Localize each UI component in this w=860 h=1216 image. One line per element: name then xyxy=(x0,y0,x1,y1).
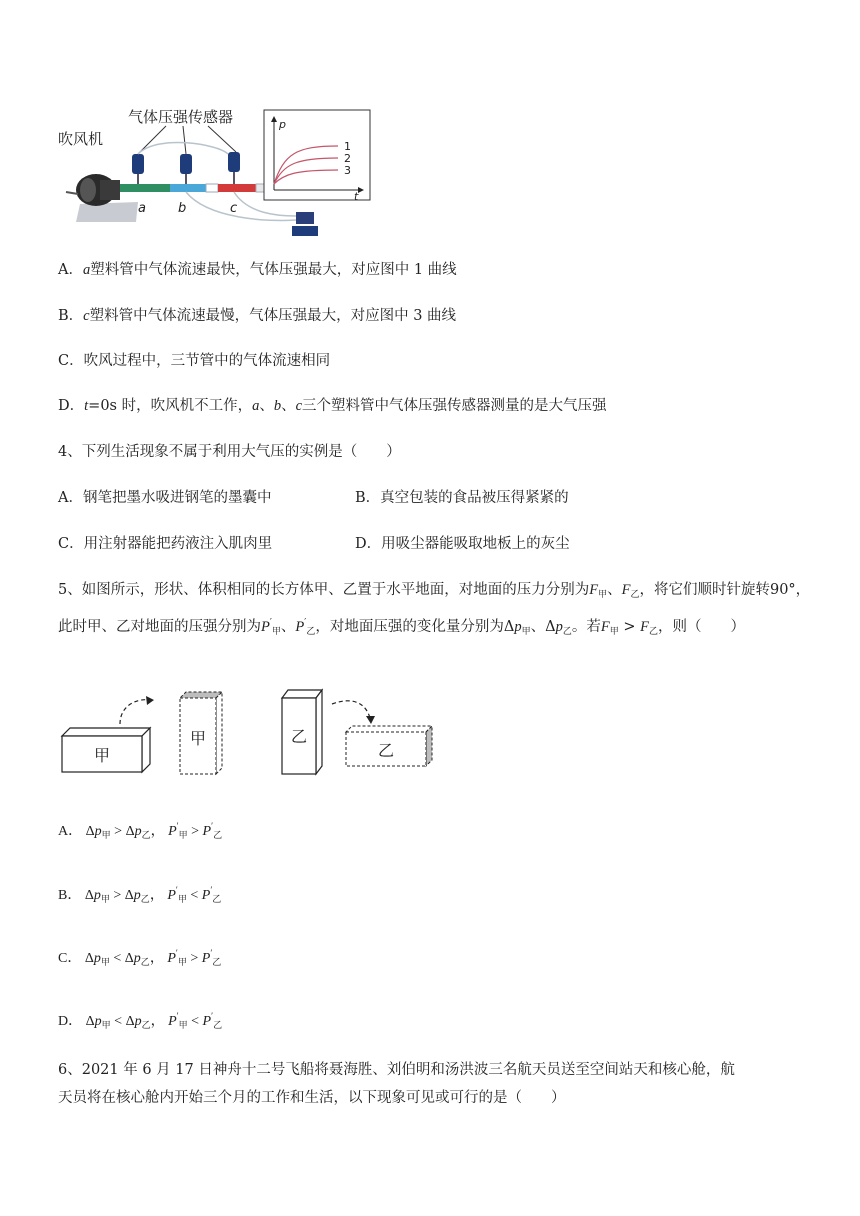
separator: ， xyxy=(149,951,164,966)
q4-stem: 4、下列生活现象不属于利用大气压的实例是（ ） xyxy=(58,444,401,460)
option-letter: A． xyxy=(58,262,83,278)
delta: Δ xyxy=(85,824,95,839)
subscript: 乙 xyxy=(140,957,150,967)
var-p-prime: P xyxy=(202,1014,212,1029)
rotate-arrow-icon xyxy=(120,700,150,724)
stem-text: ，将它们顺时针旋转90°，此时甲、乙对地面的压强分别为 xyxy=(58,582,811,635)
var-p-prime: P xyxy=(167,951,176,966)
subscript: 甲 xyxy=(271,627,281,637)
sensor-label: 气体压强传感器 xyxy=(128,108,234,126)
q4-option-a: A．钢笔把墨水吸进钢笔的墨囊中 xyxy=(58,490,272,506)
subscript: 甲 xyxy=(178,1020,188,1030)
var-p-prime: P xyxy=(261,619,270,635)
q3-option-c xyxy=(58,351,330,371)
delta: Δ xyxy=(125,1014,135,1029)
q5-option-d xyxy=(58,1010,222,1031)
subscript: 乙 xyxy=(140,894,150,904)
q3-option-d xyxy=(58,396,607,416)
tube-label-c: c xyxy=(230,201,238,216)
subscript: 甲 xyxy=(178,830,188,840)
figure-apparatus xyxy=(58,104,378,244)
option-letter: C． xyxy=(58,951,82,966)
var-p: p xyxy=(514,619,522,635)
stem-text: ，对地面压强的变化量分别为Δ xyxy=(315,619,515,635)
var-p-prime: P xyxy=(295,619,305,635)
blower-base xyxy=(76,202,138,222)
subscript: 乙 xyxy=(141,1020,151,1030)
subscript: 乙 xyxy=(562,627,572,637)
option-letter: A． xyxy=(58,824,83,839)
var-p: p xyxy=(555,619,563,635)
var-p: p xyxy=(93,888,101,903)
q5-option-c xyxy=(58,947,221,968)
separator: ， xyxy=(150,824,165,839)
tube-a xyxy=(120,184,170,192)
var-p: p xyxy=(134,824,142,839)
option-text: 塑料管中气体流速最慢，气体压强最大，对应图中 3 曲线 xyxy=(89,308,457,324)
subscript: 乙 xyxy=(306,627,316,637)
subscript: 乙 xyxy=(630,590,640,600)
option-text: 吹风过程中，三节管中的气体流速相同 xyxy=(83,353,331,369)
graph-axis-t: t xyxy=(354,190,359,203)
blower-label: 吹风机 xyxy=(58,130,104,148)
q5-option-a xyxy=(58,820,222,841)
option-variable: b xyxy=(273,398,282,414)
subscript: 乙 xyxy=(212,894,222,904)
var-p-prime: P xyxy=(201,951,211,966)
var-f: F xyxy=(600,619,610,635)
var-p-prime: P xyxy=(201,888,211,903)
separator: ， xyxy=(150,1014,165,1029)
q3-option-a xyxy=(58,260,457,280)
rotate-arrow-icon xyxy=(332,701,370,718)
subscript: 甲 xyxy=(101,830,111,840)
option-text: 塑料管中气体流速最快，气体压强最大，对应图中 1 曲线 xyxy=(90,262,457,278)
block-label-jia: 甲 xyxy=(94,746,111,765)
relation: > xyxy=(110,824,126,839)
delta: Δ xyxy=(124,888,134,903)
prime: ′ xyxy=(210,948,213,958)
var-p: p xyxy=(133,888,141,903)
subscript: 甲 xyxy=(100,894,110,904)
option-variable: a xyxy=(82,262,91,278)
delta: Δ xyxy=(125,824,135,839)
q3-option-b xyxy=(58,306,456,326)
curve-label-2: 2 xyxy=(344,152,351,165)
subscript: 甲 xyxy=(598,590,608,600)
option-letter: D． xyxy=(58,398,85,414)
option-variable: c xyxy=(83,308,90,324)
relation: > xyxy=(186,951,202,966)
subscript: 甲 xyxy=(101,1020,111,1030)
curve-label-1: 1 xyxy=(344,140,351,153)
option-text: 三个塑料管中气体压强传感器测量的是大气压强 xyxy=(302,398,607,414)
data-logger-icon xyxy=(296,212,314,224)
relation: < xyxy=(186,888,202,903)
block-yi-horizontal xyxy=(346,726,432,766)
subscript: 乙 xyxy=(212,957,222,967)
blower-icon xyxy=(66,174,120,206)
figure-blocks xyxy=(58,684,438,778)
option-variable: t xyxy=(84,398,89,414)
q4-option-d: D．用吸尘器能吸取地板上的灰尘 xyxy=(355,536,570,552)
separator: 、 xyxy=(259,398,274,414)
var-p-prime: P xyxy=(168,824,177,839)
subscript: 甲 xyxy=(521,627,531,637)
subscript: 乙 xyxy=(213,830,223,840)
var-p-prime: P xyxy=(168,1014,177,1029)
subscript: 甲 xyxy=(609,627,619,637)
block-jia-vertical xyxy=(180,692,222,774)
separator: 、 xyxy=(280,619,296,635)
stem-text: 。若 xyxy=(571,619,601,635)
delta: Δ xyxy=(84,951,94,966)
option-variable: c xyxy=(295,398,303,414)
tube-b xyxy=(170,184,206,192)
block-jia-horizontal xyxy=(62,728,150,772)
prime: ′ xyxy=(176,821,179,831)
var-p: p xyxy=(94,824,102,839)
prime: ′ xyxy=(175,948,178,958)
q4-option-c: C．用注射器能把药液注入肌肉里 xyxy=(58,536,273,552)
prime: ′ xyxy=(304,618,307,628)
subscript: 甲 xyxy=(177,894,187,904)
subscript: 乙 xyxy=(141,830,151,840)
relation: > xyxy=(618,619,641,635)
separator: 、 xyxy=(281,398,296,414)
prime: ′ xyxy=(176,1011,179,1021)
block-label-yi: 乙 xyxy=(291,727,308,746)
option-letter: C． xyxy=(58,353,84,369)
pressure-time-graph xyxy=(264,110,370,203)
sensor-icon xyxy=(132,152,240,184)
var-p-prime: P xyxy=(167,888,176,903)
stem-text: ，则（ ） xyxy=(657,619,745,635)
subscript: 甲 xyxy=(177,957,187,967)
block-label-yi: 乙 xyxy=(378,741,395,760)
prime: ′ xyxy=(210,885,213,895)
var-p: p xyxy=(94,1014,102,1029)
q4-option-b: B．真空包装的食品被压得紧紧的 xyxy=(355,490,569,506)
option-letter: B． xyxy=(58,888,82,903)
stem-text: 、Δ xyxy=(530,619,556,635)
var-p: p xyxy=(133,951,141,966)
q5-stem xyxy=(58,576,818,646)
tube-label-b: b xyxy=(178,201,187,216)
var-f: F xyxy=(621,582,631,598)
option-variable: a xyxy=(252,398,260,414)
prime: ′ xyxy=(211,821,214,831)
subscript: 乙 xyxy=(648,627,658,637)
option-letter: B． xyxy=(58,308,84,324)
relation: > xyxy=(109,888,125,903)
q6-stem-line2: 天员将在核心舱内开始三个月的工作和生活，以下现象可见或可行的是（ ） xyxy=(58,1090,566,1106)
relation: < xyxy=(110,1014,126,1029)
block-label-jia: 甲 xyxy=(190,729,207,748)
delta: Δ xyxy=(85,1014,95,1029)
var-p-prime: P xyxy=(202,824,212,839)
relation: > xyxy=(187,824,203,839)
relation: < xyxy=(109,951,125,966)
option-letter: D． xyxy=(58,1014,83,1029)
separator: 、 xyxy=(607,582,622,598)
option-text: =0s 时，吹风机不工作， xyxy=(88,398,253,414)
block-yi-vertical xyxy=(282,690,322,774)
delta: Δ xyxy=(124,951,134,966)
prime: ′ xyxy=(211,1011,214,1021)
tube-c xyxy=(218,184,256,192)
var-p: p xyxy=(93,951,101,966)
var-p: p xyxy=(134,1014,142,1029)
separator: ， xyxy=(149,888,164,903)
subscript: 甲 xyxy=(100,957,110,967)
var-f: F xyxy=(640,619,649,635)
graph-axis-p: p xyxy=(279,118,286,131)
delta: Δ xyxy=(84,888,94,903)
curve-label-3: 3 xyxy=(344,164,351,177)
relation: < xyxy=(187,1014,203,1029)
prime: ′ xyxy=(269,618,272,628)
stem-text: 5、如图所示，形状、体积相同的长方体甲、乙置于水平地面，对地面的压力分别为 xyxy=(58,582,590,598)
q5-option-b xyxy=(58,884,221,905)
subscript: 乙 xyxy=(213,1020,223,1030)
q6-stem-line1: 6、2021 年 6 月 17 日神舟十二号飞船将聂海胜、刘伯明和汤洪波三名航天员送至空间站天和核心舱，航 xyxy=(58,1062,735,1078)
prime: ′ xyxy=(175,885,178,895)
tube-label-a: a xyxy=(138,201,146,216)
var-f: F xyxy=(589,582,599,598)
